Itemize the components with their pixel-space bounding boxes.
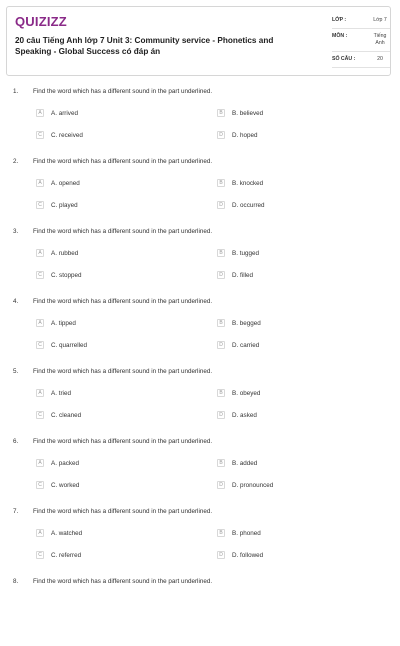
option-letter: C — [36, 481, 44, 489]
meta-count — [332, 52, 390, 68]
option-b[interactable] — [217, 249, 259, 257]
option-letter: C — [36, 131, 44, 139]
option-d[interactable] — [217, 341, 259, 349]
option-d[interactable] — [217, 131, 258, 139]
option-text: A. tried — [51, 389, 71, 397]
quizizz-logo[interactable]: QUIZIZZ — [15, 14, 67, 29]
option-letter: B — [217, 459, 225, 467]
option-text: D. filled — [232, 271, 253, 279]
option-letter: D — [217, 201, 225, 209]
question-item — [0, 366, 400, 436]
meta-grade-value: Lớp 7 — [373, 17, 387, 23]
option-c[interactable] — [36, 201, 78, 209]
meta-count-label: SỐ CÂU : — [332, 56, 356, 62]
option-text: D. carried — [232, 341, 260, 349]
option-letter: B — [217, 249, 225, 257]
option-text: A. arrived — [51, 109, 78, 117]
option-letter: A — [36, 179, 44, 187]
option-letter: A — [36, 249, 44, 257]
option-letter: D — [217, 411, 225, 419]
option-c[interactable] — [36, 341, 87, 349]
option-letter: C — [36, 551, 44, 559]
question-number: 8. — [13, 578, 19, 585]
option-text: B. knocked — [232, 179, 264, 187]
option-text: C. referred — [51, 551, 82, 559]
quiz-header — [6, 6, 391, 76]
option-text: C. worked — [51, 481, 80, 489]
option-d[interactable] — [217, 551, 263, 559]
option-text: A. watched — [51, 529, 83, 537]
option-letter: B — [217, 529, 225, 537]
option-b[interactable] — [217, 319, 261, 327]
option-text: C. quarrelled — [51, 341, 88, 349]
question-text: Find the word which has a different sound in the part underlined. — [33, 508, 213, 515]
option-text: C. received — [51, 131, 83, 139]
option-a[interactable] — [36, 459, 79, 467]
option-a[interactable] — [36, 179, 80, 187]
meta-count-value: 20 — [377, 56, 383, 62]
option-c[interactable] — [36, 411, 81, 419]
option-text: D. asked — [232, 411, 257, 419]
question-text: Find the word which has a different sound in the part underlined. — [33, 438, 213, 445]
option-b[interactable] — [217, 529, 261, 537]
option-text: A. packed — [51, 459, 80, 467]
meta-grade — [332, 13, 390, 29]
option-letter: A — [36, 319, 44, 327]
option-text: C. played — [51, 201, 78, 209]
option-letter: D — [217, 271, 225, 279]
question-text: Find the word which has a different sound in the part underlined. — [33, 228, 213, 235]
option-text: B. phoned — [232, 529, 261, 537]
meta-subject — [332, 29, 390, 52]
option-letter: C — [36, 271, 44, 279]
option-letter: B — [217, 319, 225, 327]
quiz-title: 20 câu Tiếng Anh lớp 7 Unit 3: Community service - Phonetics and Speaking - Global Success có đáp án — [15, 36, 274, 56]
option-text: A. opened — [51, 179, 80, 187]
question-item — [0, 576, 400, 646]
option-a[interactable] — [36, 529, 82, 537]
option-text: C. cleaned — [51, 411, 82, 419]
question-text: Find the word which has a different sound in the part underlined. — [33, 298, 213, 305]
option-letter: C — [36, 201, 44, 209]
question-number: 6. — [13, 438, 19, 445]
option-b[interactable] — [217, 459, 257, 467]
question-item — [0, 226, 400, 296]
option-letter: A — [36, 389, 44, 397]
option-d[interactable] — [217, 481, 273, 489]
option-c[interactable] — [36, 551, 81, 559]
option-letter: D — [217, 551, 225, 559]
option-letter: A — [36, 109, 44, 117]
option-letter: C — [36, 411, 44, 419]
option-b[interactable] — [217, 389, 260, 397]
option-letter: D — [217, 341, 225, 349]
question-text: Find the word which has a different sound in the part underlined. — [33, 88, 213, 95]
option-letter: A — [36, 459, 44, 467]
meta-subject-value: Tiếng Anh — [373, 33, 387, 46]
option-c[interactable] — [36, 481, 79, 489]
option-letter: A — [36, 529, 44, 537]
option-letter: D — [217, 481, 225, 489]
option-letter: B — [217, 109, 225, 117]
meta-subject-label: MÔN : — [332, 33, 348, 39]
option-text: A. rubbed — [51, 249, 79, 257]
question-item — [0, 86, 400, 156]
option-text: D. hoped — [232, 131, 258, 139]
question-item — [0, 156, 400, 226]
option-letter: B — [217, 179, 225, 187]
question-item — [0, 506, 400, 576]
option-text: C. stopped — [51, 271, 82, 279]
quiz-meta — [332, 13, 390, 68]
option-text: A. tipped — [51, 319, 76, 327]
option-a[interactable] — [36, 109, 78, 117]
option-d[interactable] — [217, 411, 257, 419]
option-text: B. tugged — [232, 249, 259, 257]
option-d[interactable] — [217, 271, 253, 279]
question-item — [0, 296, 400, 366]
option-c[interactable] — [36, 131, 83, 139]
option-b[interactable] — [217, 109, 263, 117]
question-text: Find the word which has a different sound in the part underlined. — [33, 368, 213, 375]
question-item — [0, 436, 400, 506]
question-number: 7. — [13, 508, 19, 515]
option-letter: B — [217, 389, 225, 397]
question-number: 1. — [13, 88, 19, 95]
option-b[interactable] — [217, 179, 263, 187]
option-text: B. added — [232, 459, 258, 467]
option-text: B. believed — [232, 109, 264, 117]
question-number: 4. — [13, 298, 19, 305]
question-text: Find the word which has a different sound in the part underlined. — [33, 158, 213, 165]
option-letter: C — [36, 341, 44, 349]
option-text: D. pronounced — [232, 481, 274, 489]
option-a[interactable] — [36, 319, 76, 327]
question-list — [0, 86, 400, 646]
option-c[interactable] — [36, 271, 81, 279]
option-text: B. begged — [232, 319, 261, 327]
option-text: B. obeyed — [232, 389, 261, 397]
option-a[interactable] — [36, 249, 78, 257]
option-text: D. occurred — [232, 201, 265, 209]
question-text: Find the word which has a different sound in the part underlined. — [33, 578, 213, 585]
option-d[interactable] — [217, 201, 265, 209]
question-number: 2. — [13, 158, 19, 165]
question-number: 3. — [13, 228, 19, 235]
meta-grade-label: LỚP : — [332, 17, 347, 23]
option-text: D. followed — [232, 551, 264, 559]
option-letter: D — [217, 131, 225, 139]
question-number: 5. — [13, 368, 19, 375]
option-a[interactable] — [36, 389, 71, 397]
